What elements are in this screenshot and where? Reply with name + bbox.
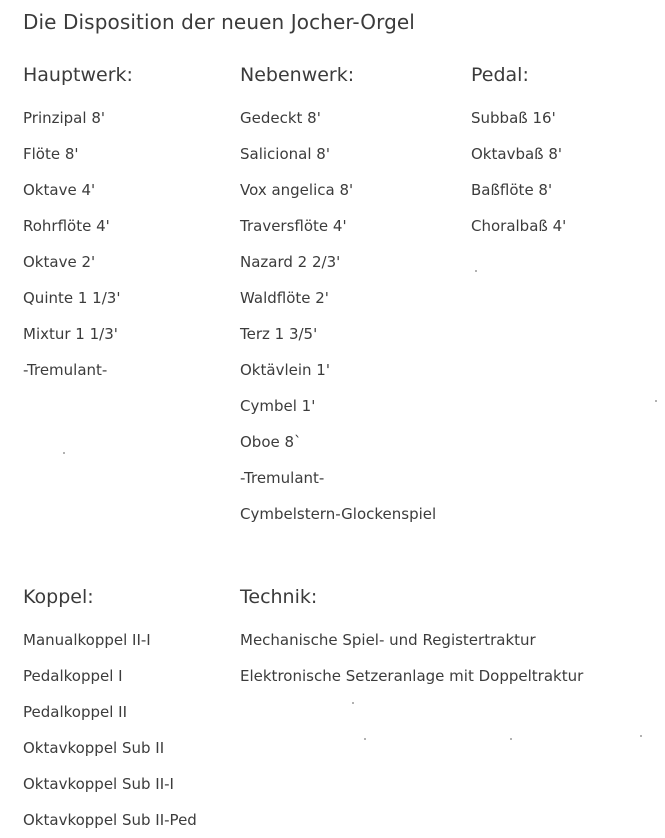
hauptwerk-heading: Hauptwerk: (23, 64, 133, 86)
stop-item: -Tremulant- (240, 469, 325, 487)
coupler-item: Pedalkoppel II (23, 703, 128, 721)
scan-speck (640, 735, 642, 737)
technik-list (240, 622, 583, 694)
scan-speck (352, 702, 354, 704)
stop-item: Prinzipal 8' (23, 109, 105, 127)
scan-speck (63, 452, 65, 454)
stop-item: Terz 1 3/5' (240, 325, 318, 343)
stop-item: Salicional 8' (240, 145, 330, 163)
technik-heading: Technik: (240, 586, 318, 608)
coupler-item: Oktavkoppel Sub II (23, 739, 165, 757)
stop-item: Oktävlein 1' (240, 361, 330, 379)
nebenwerk-list (240, 100, 436, 532)
nebenwerk-section (240, 62, 436, 532)
stop-item: -Tremulant- (23, 361, 108, 379)
stop-item: Traversflöte 4' (240, 217, 347, 235)
page-title: Die Disposition der neuen Jocher-Orgel (23, 10, 415, 34)
nebenwerk-heading: Nebenwerk: (240, 64, 355, 86)
stop-item: Flöte 8' (23, 145, 79, 163)
technik-section (240, 584, 583, 694)
stop-item: Oktave 4' (23, 181, 96, 199)
stop-item: Waldflöte 2' (240, 289, 329, 307)
scan-speck (475, 270, 477, 272)
koppel-list (23, 622, 197, 838)
coupler-item: Oktavkoppel Sub II-Ped (23, 811, 197, 829)
stop-item: Vox angelica 8' (240, 181, 354, 199)
pedal-section (471, 62, 566, 244)
stop-item: Rohrflöte 4' (23, 217, 110, 235)
hauptwerk-section (23, 62, 133, 388)
scan-speck (655, 400, 657, 402)
stop-item: Subbaß 16' (471, 109, 556, 127)
stop-item: Cymbelstern-Glockenspiel (240, 505, 437, 523)
stop-item: Quinte 1 1/3' (23, 289, 121, 307)
hauptwerk-list (23, 100, 133, 388)
stop-item: Choralbaß 4' (471, 217, 567, 235)
stop-item: Oboe 8` (240, 433, 302, 451)
stop-item: Cymbel 1' (240, 397, 316, 415)
stop-item: Nazard 2 2/3' (240, 253, 341, 271)
stop-item: Baßflöte 8' (471, 181, 553, 199)
stop-item: Oktave 2' (23, 253, 96, 271)
scan-speck (510, 738, 512, 740)
koppel-section (23, 584, 197, 838)
technik-item: Elektronische Setzeranlage mit Doppeltraktur (240, 667, 584, 685)
coupler-item: Manualkoppel II-I (23, 631, 151, 649)
pedal-heading: Pedal: (471, 64, 529, 86)
scan-speck (364, 738, 366, 740)
pedal-list (471, 100, 566, 244)
coupler-item: Oktavkoppel Sub II-I (23, 775, 174, 793)
coupler-item: Pedalkoppel I (23, 667, 123, 685)
stop-item: Oktavbaß 8' (471, 145, 563, 163)
technik-item: Mechanische Spiel- und Registertraktur (240, 631, 536, 649)
stop-item: Mixtur 1 1/3' (23, 325, 118, 343)
koppel-heading: Koppel: (23, 586, 94, 608)
stop-item: Gedeckt 8' (240, 109, 321, 127)
